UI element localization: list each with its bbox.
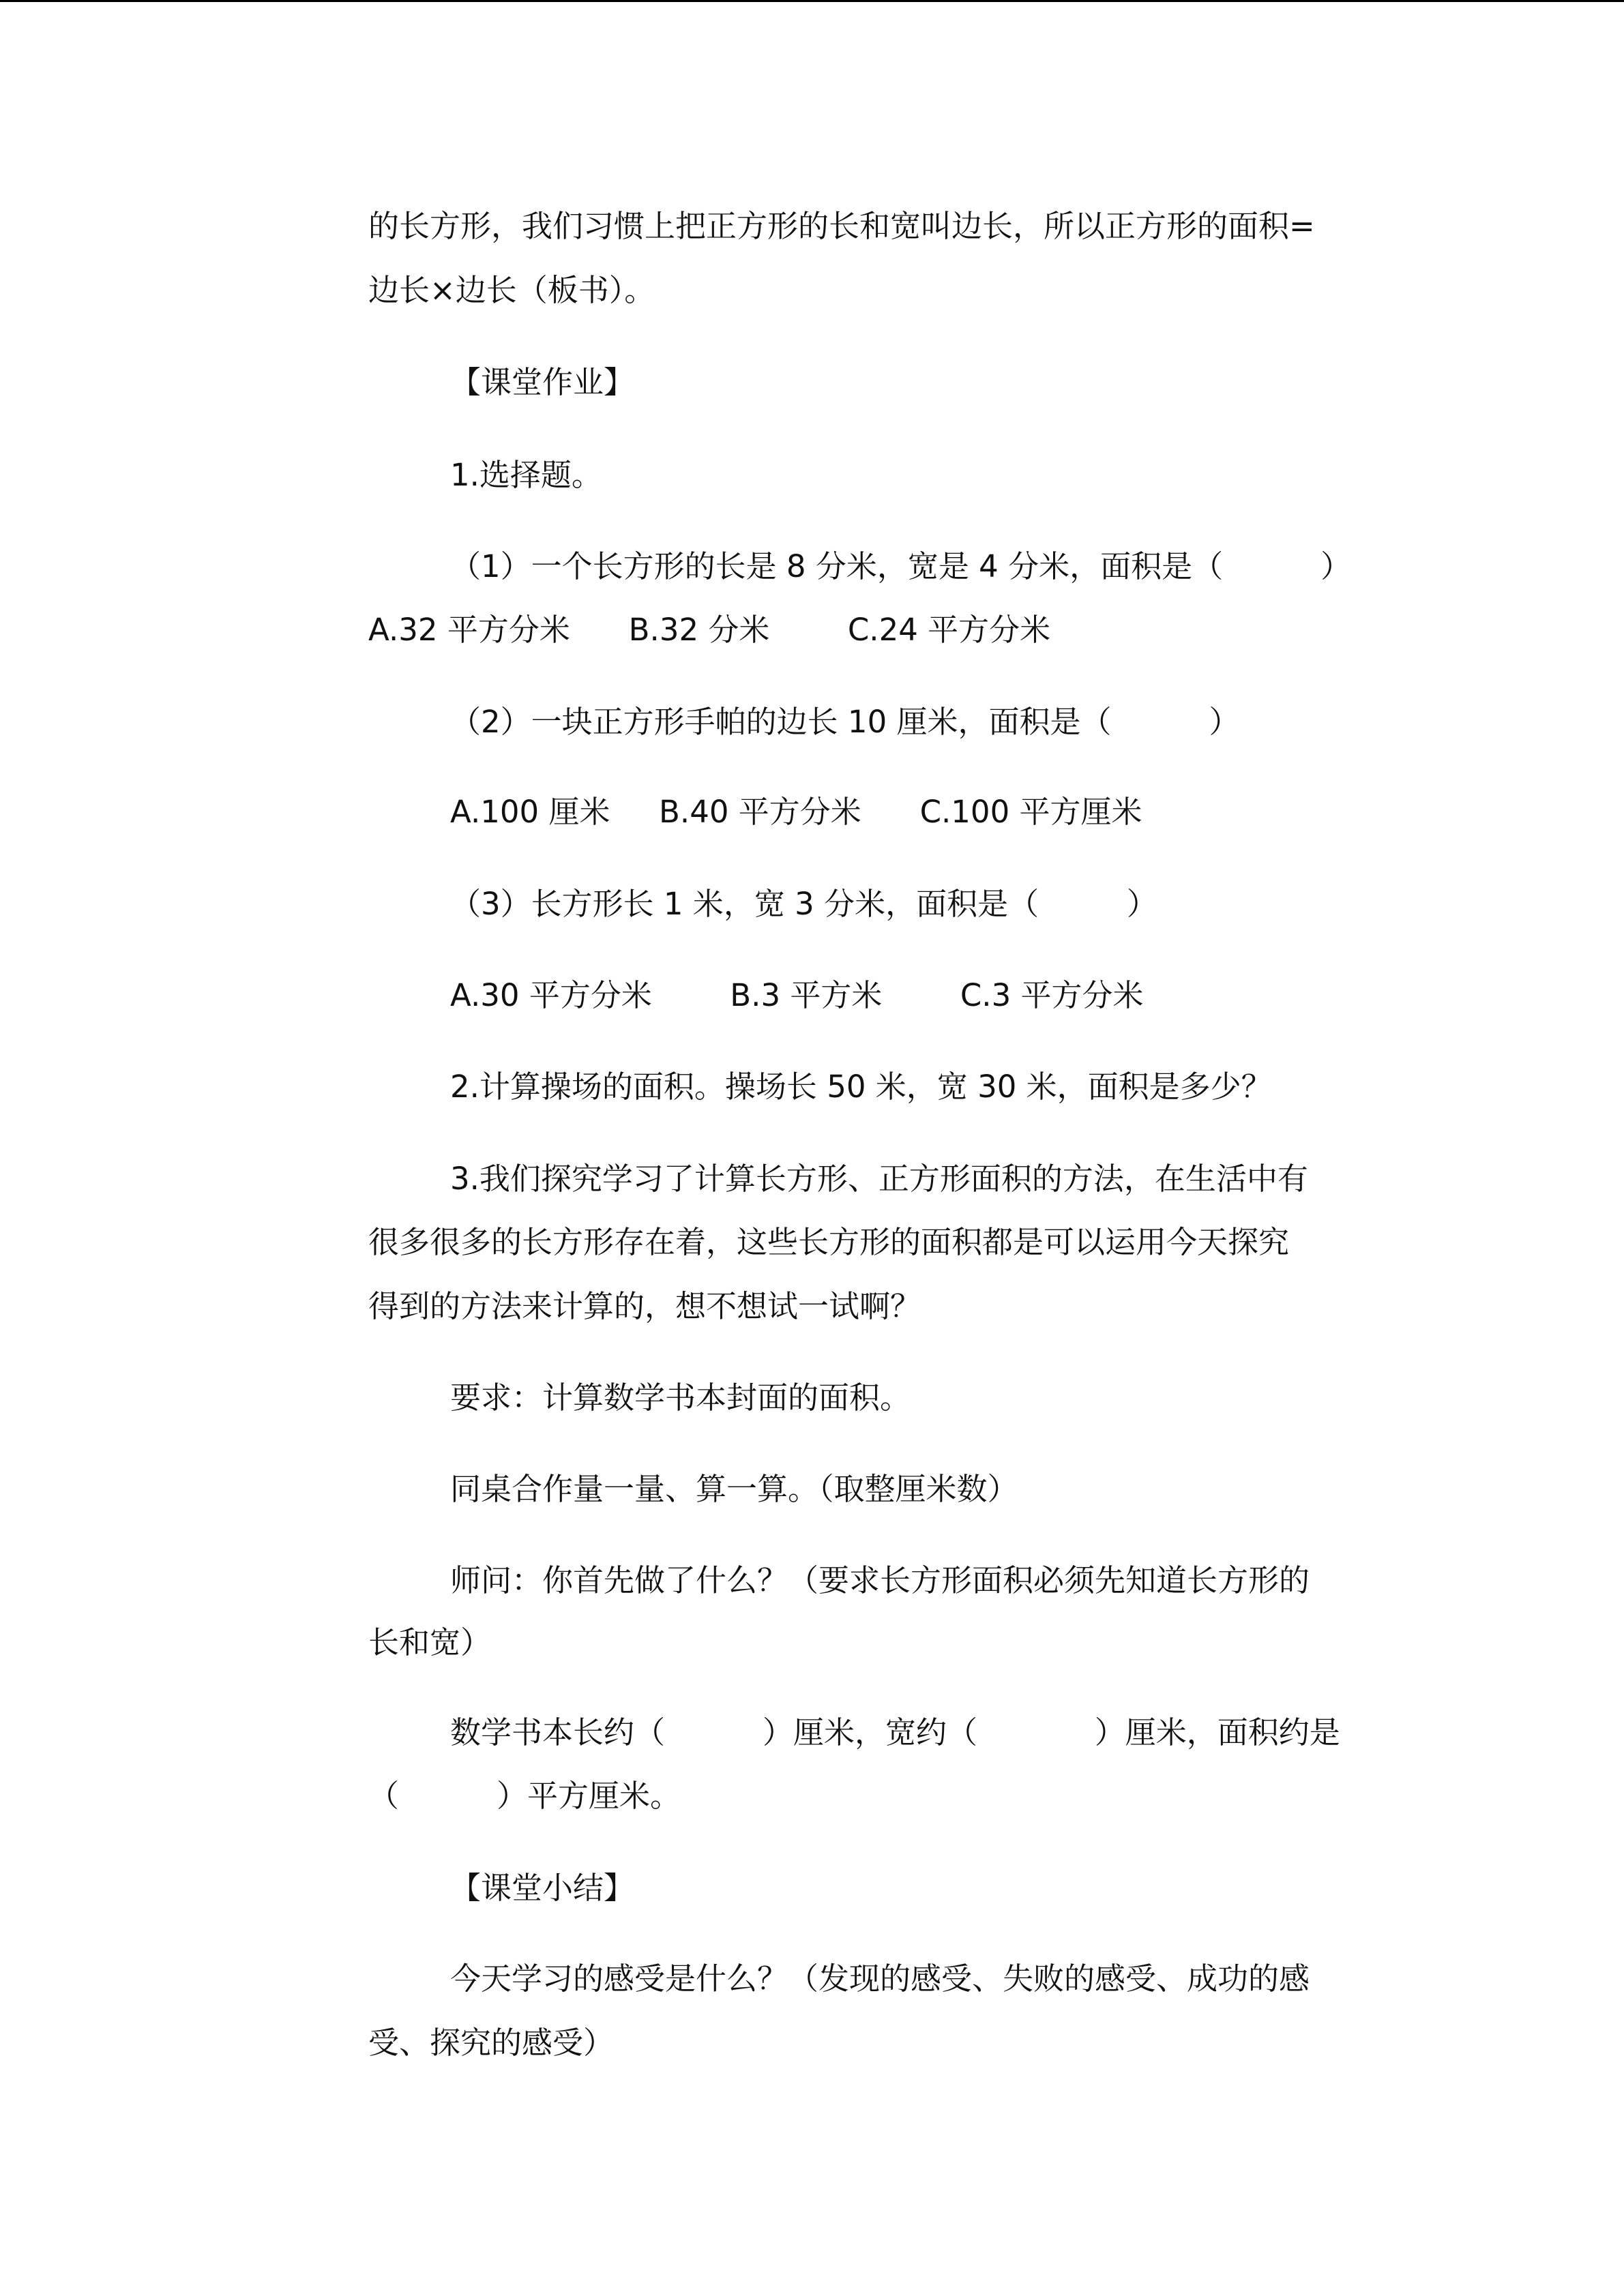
fill-in-line: （ ）平方厘米。 xyxy=(368,1778,681,1814)
question-item: （3）长方形长 1 米，宽 3 分米，面积是（ ） xyxy=(450,886,1157,922)
question-heading: 1.选择题。 xyxy=(450,457,602,493)
paragraph-line: 同桌合作量一量、算一算。（取整厘米数） xyxy=(450,1471,1018,1507)
question-item: 2.计算操场的面积。操场长 50 米，宽 30 米，面积是多少？ xyxy=(450,1069,1272,1105)
section-heading: 【课堂作业】 xyxy=(450,364,635,400)
answer-options: A.30 平方分米 B.3 平方米 C.3 平方分米 xyxy=(450,977,1144,1013)
paragraph-line: 今天学习的感受是什么？（发现的感受、失败的感受、成功的感 xyxy=(450,1960,1310,1997)
paragraph-line: 长和宽） xyxy=(368,1624,492,1660)
answer-options: A.32 平方分米 B.32 分米 C.24 平方分米 xyxy=(368,612,1051,648)
question-item: （2）一块正方形手帕的边长 10 厘米，面积是（ ） xyxy=(450,704,1240,740)
section-heading: 【课堂小结】 xyxy=(450,1870,635,1906)
paragraph-line: 得到的方法来计算的，想不想试一试啊？ xyxy=(368,1288,921,1324)
page-top-border xyxy=(0,0,1624,2)
paragraph-line: 师问：你首先做了什么？（要求长方形面积必须先知道长方形的 xyxy=(450,1562,1310,1598)
paragraph-line: 要求：计算数学书本封面的面积。 xyxy=(450,1380,911,1416)
fill-in-line: 数学书本长约（ ）厘米，宽约（ ）厘米，面积约是 xyxy=(450,1714,1340,1750)
paragraph-line: 很多很多的长方形存在着，这些长方形的面积都是可以运用今天探究 xyxy=(368,1224,1290,1260)
paragraph-line: 3.我们探究学习了计算长方形、正方形面积的方法，在生活中有 xyxy=(450,1161,1308,1197)
paragraph-line: 的长方形，我们习惯上把正方形的长和宽叫边长，所以正方形的面积= xyxy=(368,208,1315,244)
answer-options: A.100 厘米 B.40 平方分米 C.100 平方厘米 xyxy=(450,794,1142,830)
paragraph-line: 受、探究的感受） xyxy=(368,2025,615,2061)
question-item: （1）一个长方形的长是 8 分米，宽是 4 分米，面积是（ ） xyxy=(450,548,1352,584)
paragraph-line: 边长×边长（板书）。 xyxy=(368,272,655,308)
